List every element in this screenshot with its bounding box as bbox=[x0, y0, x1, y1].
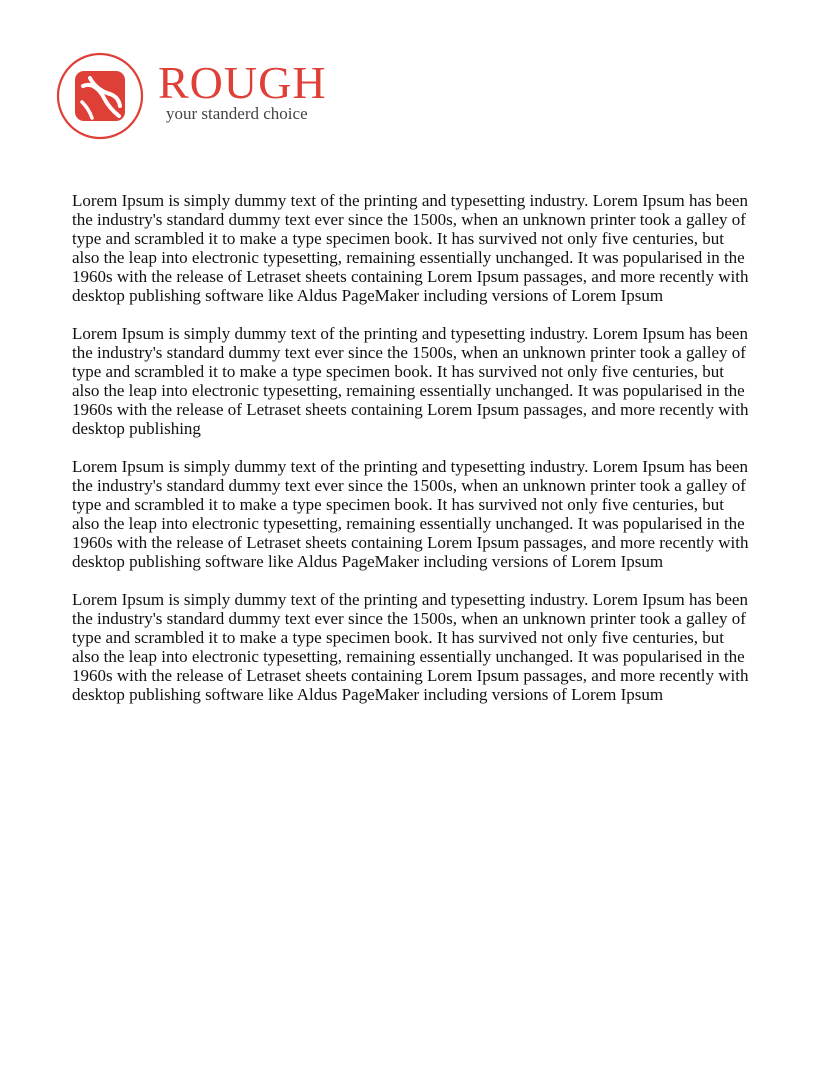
paragraph: Lorem Ipsum is simply dummy text of the printing and typesetting industry. Lorem Ipsum has been the industry's standard dummy text ever since the 1500s, when an unknown printer took a galley of type and scrambled it to make a type specimen book. It has survived not only five centuries, but also the leap into electronic typesetting, remaining essentially unchanged. It was popularised in the 1960s with the release of Letraset sheets containing Lorem Ipsum passages, and more recently with desktop publishing bbox=[72, 324, 749, 438]
paragraph: Lorem Ipsum is simply dummy text of the printing and typesetting industry. Lorem Ipsum has been the industry's standard dummy text ever since the 1500s, when an unknown printer took a galley of type and scrambled it to make a type specimen book. It has survived not only five centuries, but also the leap into electronic typesetting, remaining essentially unchanged. It was popularised in the 1960s with the release of Letraset sheets containing Lorem Ipsum passages, and more recently with desktop publishing software like Aldus PageMaker including versions of Lorem Ipsum bbox=[72, 590, 749, 704]
rough-logo-icon bbox=[56, 52, 144, 140]
paragraph: Lorem Ipsum is simply dummy text of the printing and typesetting industry. Lorem Ipsum has been the industry's standard dummy text ever since the 1500s, when an unknown printer took a galley of type and scrambled it to make a type specimen book. It has survived not only five centuries, but also the leap into electronic typesetting, remaining essentially unchanged. It was popularised in the 1960s with the release of Letraset sheets containing Lorem Ipsum passages, and more recently with desktop publishing software like Aldus PageMaker including versions of Lorem Ipsum bbox=[72, 191, 749, 305]
brand-tagline: your standerd choice bbox=[166, 104, 308, 123]
paragraph: Lorem Ipsum is simply dummy text of the printing and typesetting industry. Lorem Ipsum has been the industry's standard dummy text ever since the 1500s, when an unknown printer took a galley of type and scrambled it to make a type specimen book. It has survived not only five centuries, but also the leap into electronic typesetting, remaining essentially unchanged. It was popularised in the 1960s with the release of Letraset sheets containing Lorem Ipsum passages, and more recently with desktop publishing software like Aldus PageMaker including versions of Lorem Ipsum bbox=[72, 457, 749, 571]
brand-logo bbox=[56, 52, 356, 142]
brand-name: ROUGH bbox=[158, 57, 327, 108]
document-body bbox=[72, 191, 752, 723]
